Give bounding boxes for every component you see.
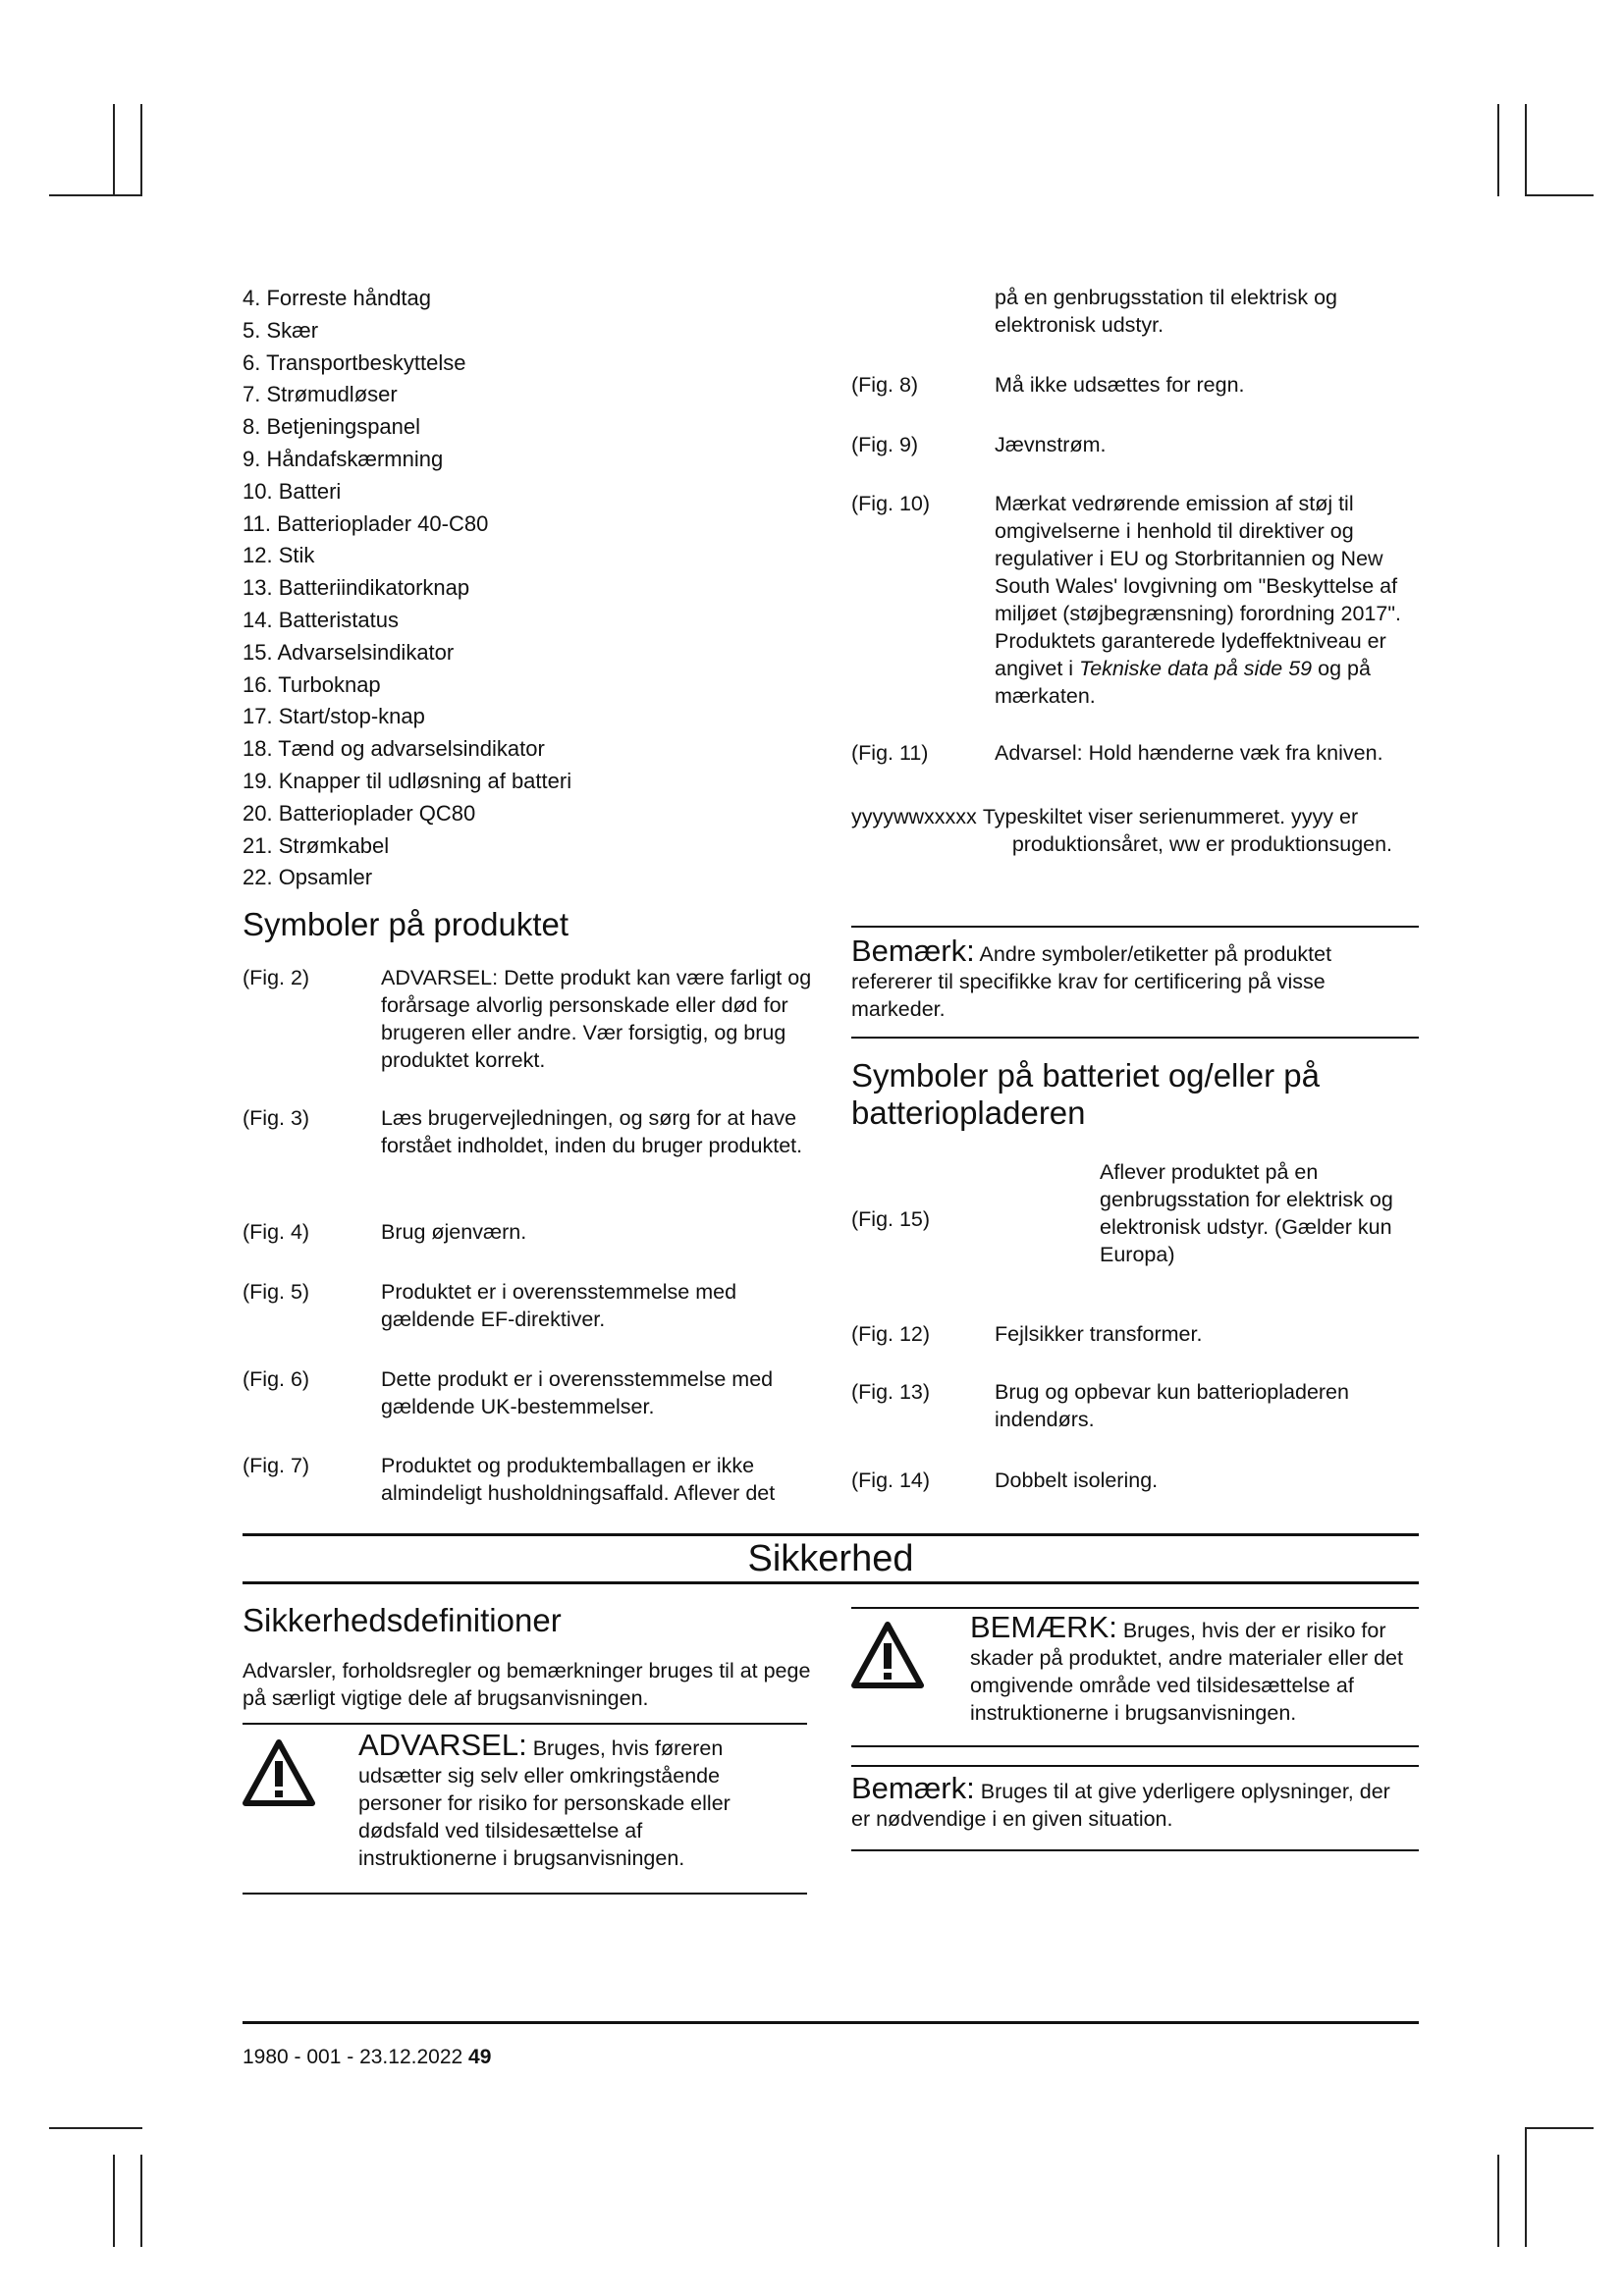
note-box — [851, 1771, 1401, 1833]
list-item: 21. Strømkabel — [243, 832, 390, 858]
symbol-row — [243, 1452, 813, 1507]
symbol-desc: Produktet er i overensstemmelse med gældende EF-direktiver. — [381, 1280, 737, 1331]
divider — [851, 926, 1419, 928]
divider — [851, 1607, 1419, 1609]
fig-ref: (Fig. 7) — [243, 1454, 310, 1477]
symbol-row — [851, 1467, 1427, 1494]
list-item: 19. Knapper til udløsning af batteri — [243, 768, 572, 793]
symbol-row — [243, 1278, 813, 1333]
page-footer — [243, 2046, 491, 2069]
footer-divider — [243, 2021, 1419, 2024]
symbol-desc: Læs brugervejledningen, og sørg for at have forstået indholdet, inden du bruger produktet. — [381, 1106, 803, 1157]
symbol-desc: Produktet og produktemballagen er ikke almindeligt husholdningsaffald. Aflever det — [381, 1454, 776, 1505]
list-item: 6. Transportbeskyttelse — [243, 349, 466, 375]
note-label: Bemærk: — [851, 1771, 975, 1805]
fig-ref: (Fig. 5) — [243, 1280, 310, 1304]
symbol-row — [851, 739, 1432, 767]
serial-desc: Typeskiltet viser serienummeret. yyyy er produktionsåret, ww er produktionsugen. — [982, 805, 1393, 856]
serial-info — [851, 803, 1421, 858]
fig-ref: (Fig. 6) — [243, 1367, 310, 1391]
symbol-desc: Dobbelt isolering. — [995, 1468, 1159, 1492]
note-box — [851, 934, 1401, 1023]
list-item: 5. Skær — [243, 317, 319, 343]
list-item: 9. Håndafskærmning — [243, 446, 444, 471]
symbol-row — [243, 1104, 813, 1159]
page-number: 49 — [468, 2046, 492, 2068]
warning-label: ADVARSEL: — [358, 1728, 527, 1762]
list-item: 7. Strømudløser — [243, 382, 398, 407]
list-item: 13. Batteriindikatorknap — [243, 575, 470, 601]
symbol-row — [851, 490, 1422, 710]
fig-ref: (Fig. 13) — [851, 1380, 931, 1404]
divider — [851, 1765, 1419, 1767]
symbol-desc: Advarsel: Hold hænderne væk fra kniven. — [995, 741, 1383, 765]
doc-id: 1980 - 001 - 23.12.2022 — [243, 2046, 463, 2068]
caution-label: BEMÆRK: — [970, 1610, 1117, 1644]
list-item: 8. Betjeningspanel — [243, 414, 421, 440]
fig-ref: (Fig. 14) — [851, 1468, 931, 1492]
caution-text: Bruges, hvis der er risiko for skader på produktet, andre materialer eller det omgivende område ved tilsidesættelse af instruktionerne i brugsanvisningen. — [970, 1619, 1403, 1725]
fig-ref: (Fig. 9) — [851, 433, 919, 456]
parts-list — [243, 283, 792, 894]
list-item: 10. Batteri — [243, 478, 342, 504]
list-item: 20. Batterioplader QC80 — [243, 800, 476, 826]
symbol-desc: Må ikke udsættes for regn. — [995, 373, 1245, 397]
symbol-desc: Fejlsikker transformer. — [995, 1322, 1203, 1346]
symbol-desc-part: og på mærkaten. — [995, 657, 1371, 708]
safety-definitions-text: Advarsler, forholdsregler og bemærkninger bruges til at pege på særligt vigtige dele af brugsanvisningen. — [243, 1659, 811, 1710]
divider — [243, 1533, 1419, 1536]
divider — [243, 1893, 807, 1895]
symbol-row — [243, 964, 813, 1074]
list-item: 15. Advarselsindikator — [243, 639, 455, 665]
subheading-safety-definitions: Sikkerhedsdefinitioner — [243, 1602, 562, 1638]
section-heading-battery-symbols: Symboler på batteriet og/eller på batteriopladeren — [851, 1057, 1320, 1131]
fig-ref: (Fig. 15) — [851, 1207, 931, 1231]
symbol-desc: Brug og opbevar kun batteriopladeren indendørs. — [995, 1380, 1349, 1431]
symbol-desc: ADVARSEL: Dette produkt kan være farligt og forårsage alvorlig personskade eller død for brugeren eller andre. Vær forsigtig, og brug produktet korrekt. — [381, 966, 812, 1072]
caution-box — [970, 1610, 1422, 1727]
list-item: 12. Stik — [243, 543, 315, 568]
list-item: 17. Start/stop-knap — [243, 704, 425, 729]
list-item: 14. Batteristatus — [243, 607, 399, 632]
fig-ref: (Fig. 11) — [851, 741, 929, 765]
symbol-desc-part: Mærkat vedrørende emission af støj til omgivelserne i henhold til direktiver og regulativer i EU og Storbritannien og New South Wales' lovgivning om "Beskyttelse af miljøet (støjbegrænsning) forordning 2017". Produktets garanterede lydeffektniveau er angivet i — [995, 492, 1401, 680]
fig-ref: (Fig. 12) — [851, 1322, 931, 1346]
list-item: 4. Forreste håndtag — [243, 286, 432, 310]
symbol-desc: Aflever produktet på en genbrugsstation for elektrisk og elektronisk udstyr. (Gælder kun Europa) — [1100, 1160, 1393, 1266]
cross-reference-link[interactable]: Tekniske data på side 59 — [1079, 657, 1313, 680]
symbol-desc: Jævnstrøm. — [995, 433, 1107, 456]
divider — [243, 1723, 807, 1725]
symbol-row — [851, 371, 1427, 399]
symbol-row — [851, 1320, 1427, 1348]
warning-triangle-icon — [851, 1622, 924, 1688]
fig7-continuation: på en genbrugsstation til elektrisk og elektronisk udstyr. — [995, 286, 1337, 337]
divider — [851, 1037, 1419, 1039]
list-item: 18. Tænd og advarselsindikator — [243, 736, 545, 762]
fig-ref: (Fig. 8) — [851, 373, 919, 397]
list-item: 11. Batterioplader 40-C80 — [243, 510, 489, 536]
warning-text: Bruges, hvis føreren udsætter sig selv eller omkringstående personer for risiko for personskade eller dødsfald ved tilsidesættelse af instruktionerne i brugsanvisningen. — [358, 1736, 731, 1870]
warning-box — [358, 1728, 771, 1872]
note-text: Andre symboler/etiketter på produktet refererer til specifikke krav for certificering på visse markeder. — [851, 942, 1332, 1021]
divider — [851, 1745, 1419, 1747]
symbol-desc: Brug øjenværn. — [381, 1220, 527, 1244]
divider — [243, 1581, 1419, 1584]
note-text: Bruges til at give yderligere oplysninger, der er nødvendige i en given situation. — [851, 1780, 1390, 1831]
list-item: 16. Turboknap — [243, 671, 381, 697]
section-title-safety: Sikkerhed — [747, 1538, 914, 1579]
symbol-row — [851, 1378, 1427, 1433]
section-heading-product-symbols: Symboler på produktet — [243, 906, 569, 942]
serial-code: yyyywwxxxxx — [851, 805, 977, 828]
list-item: 22. Opsamler — [243, 865, 373, 890]
fig-ref: (Fig. 2) — [243, 966, 310, 989]
warning-triangle-icon — [243, 1739, 315, 1806]
note-label: Bemærk: — [851, 934, 975, 968]
symbol-desc: Dette produkt er i overensstemmelse med gældende UK-bestemmelser. — [381, 1367, 774, 1418]
fig-ref: (Fig. 4) — [243, 1220, 310, 1244]
symbol-row — [851, 431, 1427, 458]
symbol-row — [243, 1365, 813, 1420]
divider — [851, 1849, 1419, 1851]
fig-ref: (Fig. 10) — [851, 492, 931, 515]
symbol-desc — [995, 490, 1422, 710]
fig-ref: (Fig. 3) — [243, 1106, 310, 1130]
symbol-row — [243, 1218, 813, 1246]
